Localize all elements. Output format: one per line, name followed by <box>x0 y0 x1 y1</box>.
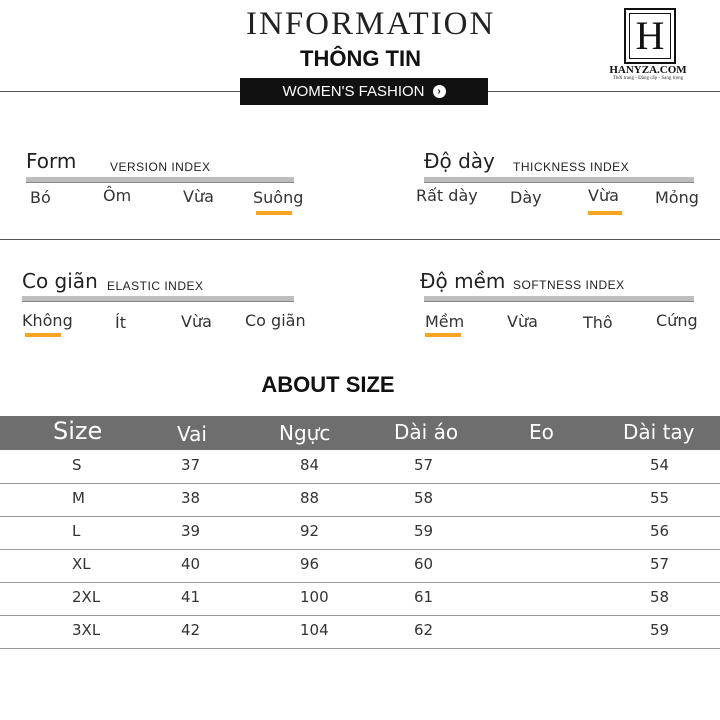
badge-label: WOMEN'S FASHION <box>282 83 425 100</box>
table-cell: 96 <box>300 555 320 573</box>
header-vai: Vai <box>177 422 207 446</box>
table-row <box>0 450 720 484</box>
table-cell: 2XL <box>72 588 101 606</box>
logo-letter: H <box>629 13 671 59</box>
elastic-selected-marker <box>25 333 61 337</box>
softness-selected-marker <box>425 333 461 337</box>
table-cell: 58 <box>650 588 670 606</box>
softness-option: Vừa <box>507 312 538 331</box>
table-cell: 38 <box>181 489 201 507</box>
thickness-selected-marker <box>588 211 622 215</box>
thickness-option: Rất dày <box>416 186 478 205</box>
thickness-option-selected: Vừa <box>588 186 619 205</box>
form-label: Form <box>26 149 77 173</box>
elastic-option: Ít <box>115 313 126 332</box>
title-information: INFORMATION <box>246 6 496 42</box>
form-option-selected: Suông <box>253 188 304 207</box>
logo-tagline: Thời trang - Đẳng cấp - Sang trọng <box>612 76 684 81</box>
table-cell: 100 <box>300 588 329 606</box>
header-size: Size <box>53 417 103 445</box>
table-cell: 59 <box>414 522 434 540</box>
header-eo: Eo <box>529 420 554 444</box>
header-dai-ao: Dài áo <box>394 420 459 444</box>
size-table-header <box>0 416 720 450</box>
elastic-label: Co giãn <box>22 269 98 293</box>
title-thong-tin: THÔNG TIN <box>300 46 421 71</box>
table-cell: L <box>72 522 81 540</box>
about-size-title: ABOUT SIZE <box>261 372 395 397</box>
table-row <box>0 516 720 550</box>
table-cell: 104 <box>300 621 329 639</box>
table-cell: 55 <box>650 489 670 507</box>
table-cell: 84 <box>300 456 320 474</box>
thickness-sub-label: THICKNESS INDEX <box>513 160 630 174</box>
table-cell: 59 <box>650 621 670 639</box>
form-scale-bar <box>26 177 294 183</box>
form-option: Bó <box>30 188 51 207</box>
table-cell: XL <box>72 555 91 573</box>
table-cell: 58 <box>414 489 434 507</box>
table-cell: 88 <box>300 489 320 507</box>
table-cell: 57 <box>414 456 434 474</box>
table-cell: 56 <box>650 522 670 540</box>
table-cell: 60 <box>414 555 434 573</box>
table-cell: 92 <box>300 522 320 540</box>
logo-name: HANYZA.COM <box>609 64 687 76</box>
thickness-option: Mỏng <box>655 188 699 207</box>
table-cell: 39 <box>181 522 201 540</box>
softness-option: Cứng <box>656 311 698 330</box>
table-cell: 62 <box>414 621 434 639</box>
table-cell: S <box>72 456 82 474</box>
form-option: Vừa <box>183 187 214 206</box>
softness-sub-label: SOFTNESS INDEX <box>513 278 625 292</box>
form-selected-marker <box>256 211 292 215</box>
chevron-right-icon: › <box>433 85 446 98</box>
table-row <box>0 582 720 616</box>
table-row <box>0 483 720 517</box>
thickness-label: Độ dày <box>424 149 495 173</box>
elastic-sub-label: ELASTIC INDEX <box>107 279 204 293</box>
table-cell: 42 <box>181 621 201 639</box>
header-dai-tay: Dài tay <box>623 420 695 444</box>
header-nguc: Ngực <box>279 421 331 445</box>
softness-label: Độ mềm <box>420 269 506 293</box>
table-cell: 54 <box>650 456 670 474</box>
form-sub-label: VERSION INDEX <box>110 160 211 174</box>
softness-scale-bar <box>424 296 694 302</box>
elastic-option: Vừa <box>181 312 212 331</box>
table-cell: 61 <box>414 588 434 606</box>
table-row <box>0 549 720 583</box>
table-cell: 37 <box>181 456 201 474</box>
womens-fashion-badge <box>240 78 488 105</box>
brand-logo <box>624 8 676 64</box>
header-divider-right <box>488 91 720 92</box>
table-cell: 40 <box>181 555 201 573</box>
table-row <box>0 615 720 649</box>
table-cell: 57 <box>650 555 670 573</box>
table-cell: 41 <box>181 588 201 606</box>
form-option: Ôm <box>103 186 132 205</box>
softness-option: Thô <box>583 313 613 332</box>
table-cell: M <box>72 489 85 507</box>
thickness-scale-bar <box>424 177 694 183</box>
header-divider-left <box>0 91 240 92</box>
elastic-scale-bar <box>22 296 294 302</box>
elastic-option: Co giãn <box>245 311 306 330</box>
section-divider <box>0 239 720 240</box>
softness-option-selected: Mềm <box>425 312 465 331</box>
thickness-option: Dày <box>510 188 542 207</box>
table-cell: 3XL <box>72 621 101 639</box>
elastic-option-selected: Không <box>22 311 73 330</box>
